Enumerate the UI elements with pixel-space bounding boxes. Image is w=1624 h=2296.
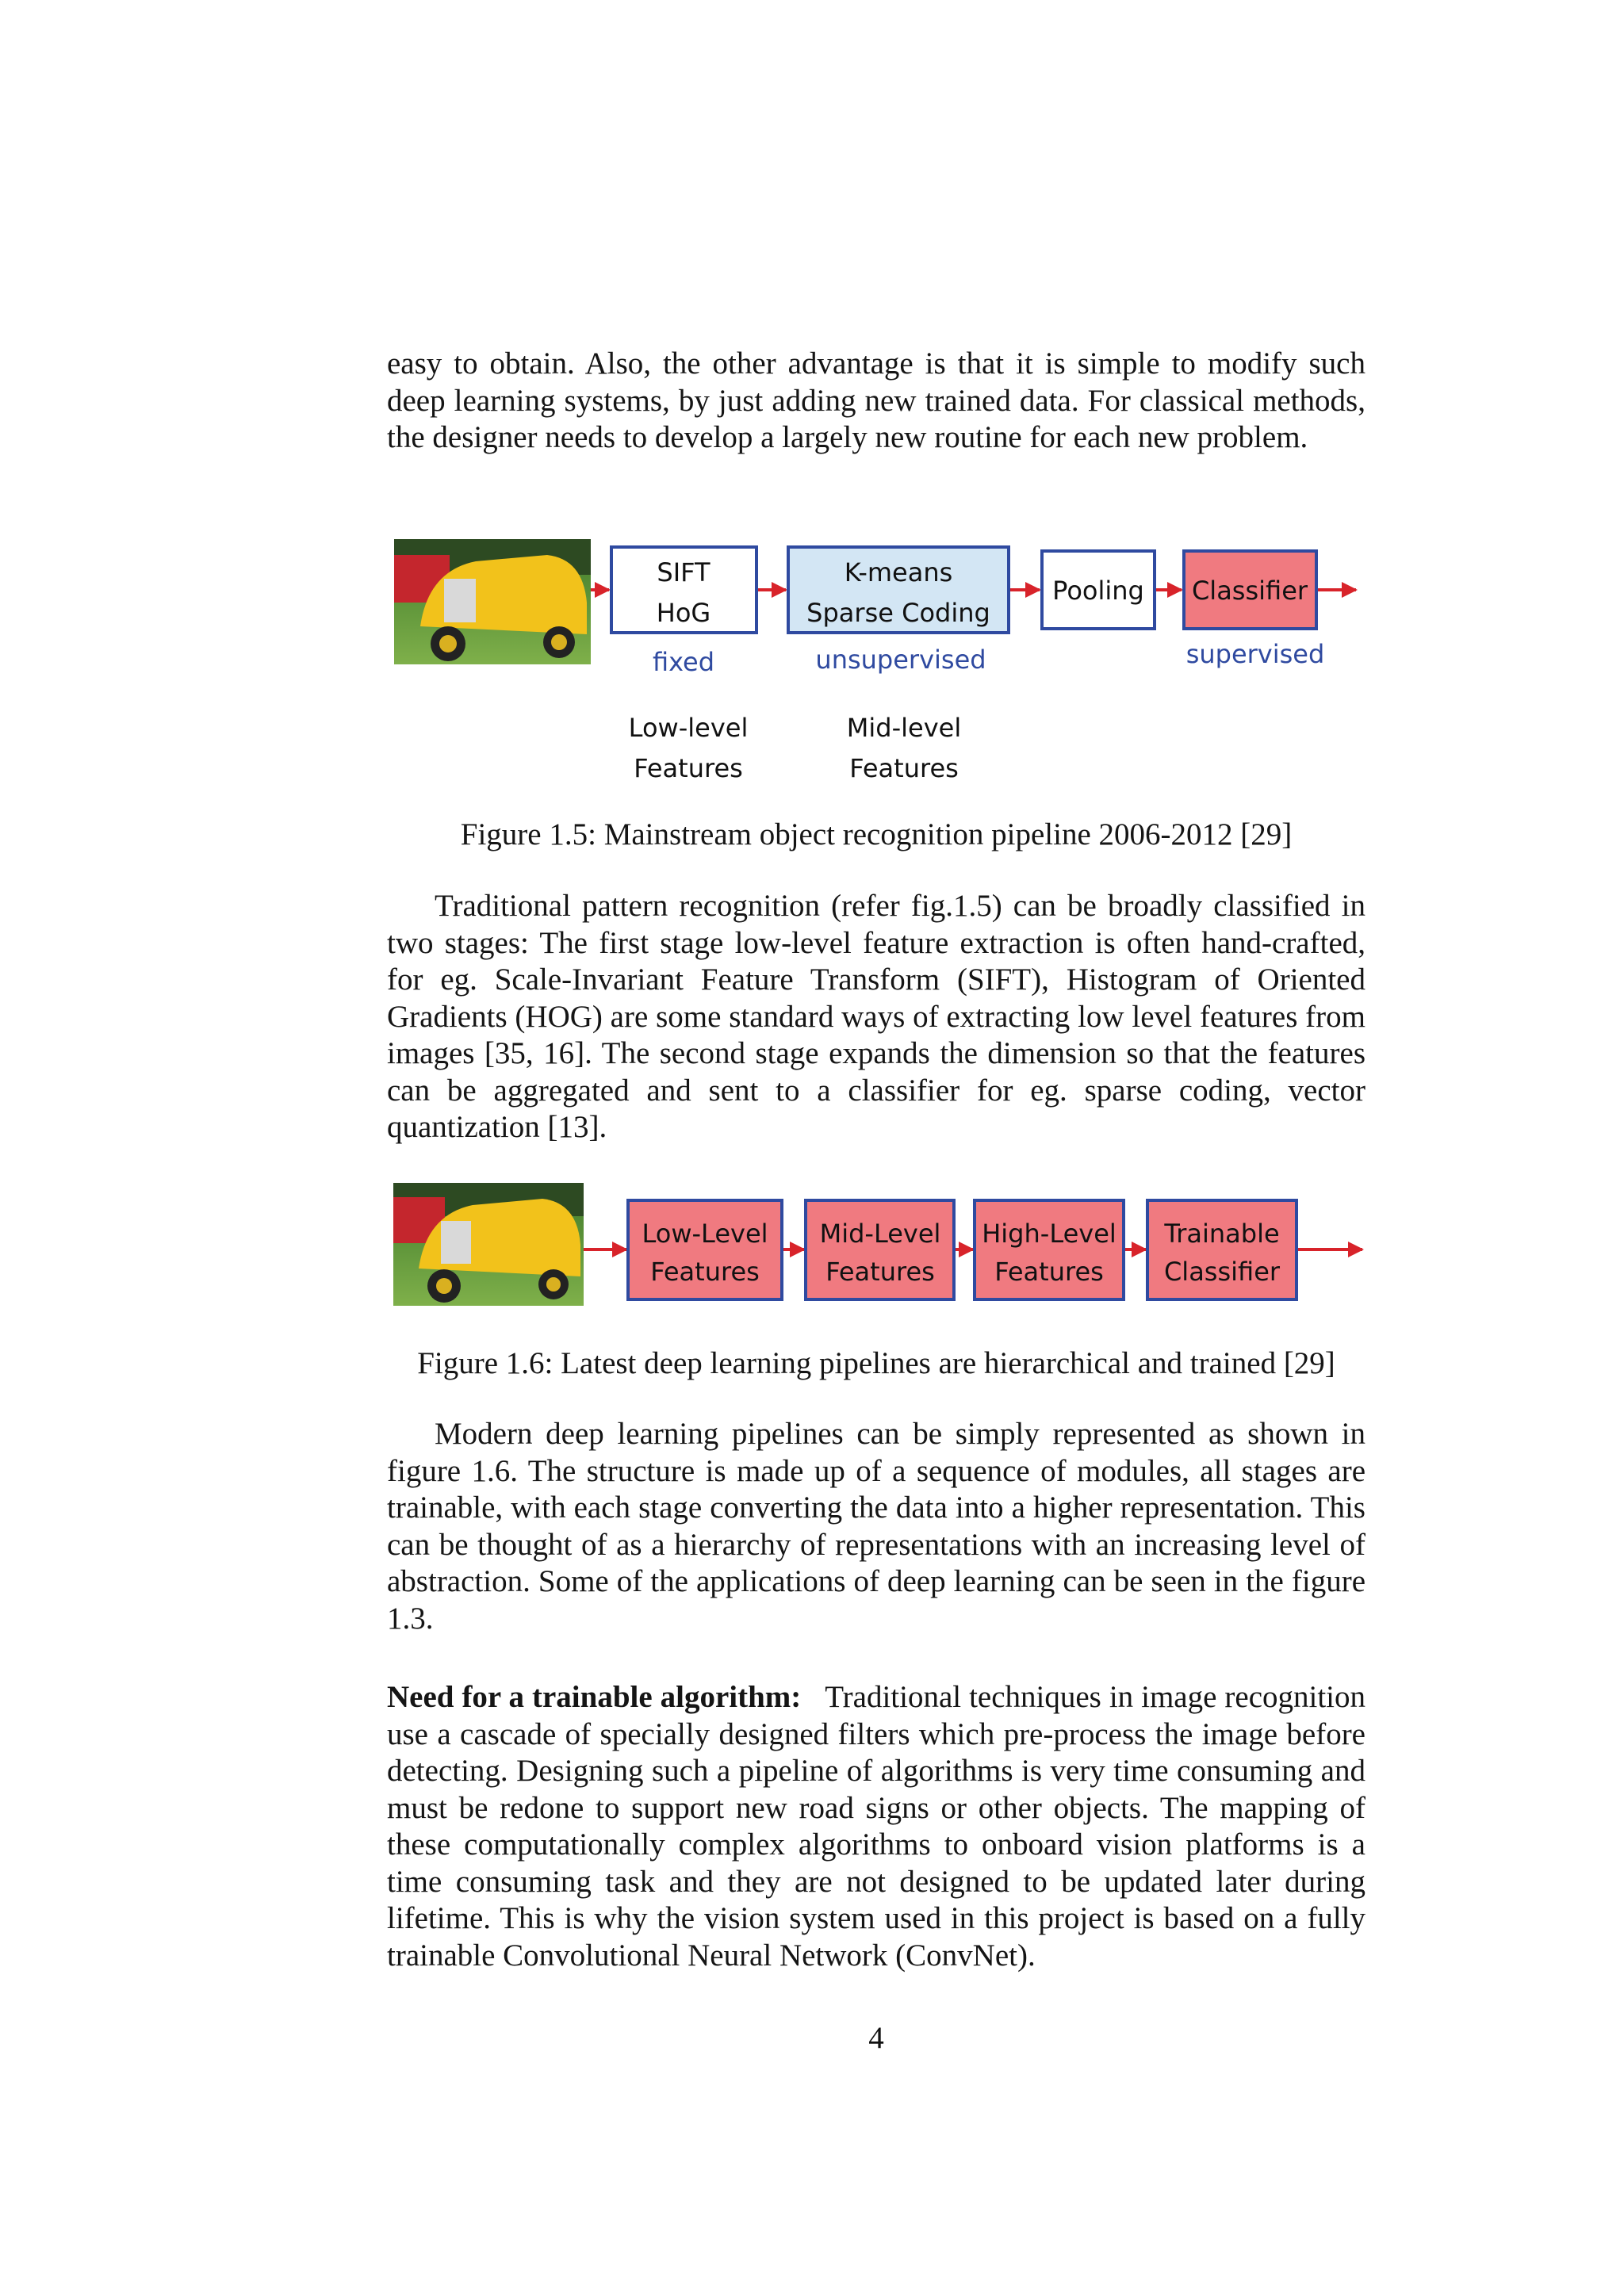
label-fig16-mid-level: Mid-Level [819,1219,941,1249]
label-fig16-mid-features: Features [825,1257,935,1287]
label-low-level-features: Features [634,753,743,783]
paragraph-intro: easy to obtain. Also, the other advantage is that it is simple to modify such deep learning systems, by just adding new trained data. For classical methods, the designer needs to develop a largely new routine for each new problem. [387,346,1365,454]
label-fig16-high-level: High-Level [982,1219,1116,1249]
label-fixed: fixed [652,647,715,677]
label-low-level: Low-level [628,713,749,743]
label-pooling: Pooling [1052,576,1144,606]
paragraph-trainable [387,1679,1365,1974]
label-fig16-low-features: Features [650,1257,760,1287]
label-mid-level-features: Features [849,753,959,783]
paragraph-modern: Modern deep learning pipelines can be simply represented as shown in figure 1.6. The structure is made up of a sequence of modules, all stages are trainable, with each stage converting the data into a higher representation. This can be thought of as a hierarchy of representations with an increasing level of abstraction. Some of the applications of deep learning can be seen in the figure 1.3. [387,1417,1365,1636]
car-photo-fig16 [393,1183,584,1306]
label-fig16-trainable: Trainable [1164,1219,1280,1249]
paragraph-trainable-body: Traditional techniques in image recognition use a cascade of specially designed filters which pre-process the image before detecting. Designing such a pipeline of algorithms is very time consuming and must be redone to support new road signs or other objects. The mapping of these computationally complex algorithms to onboard vision platforms is a time consuming task and they are not designed to be updated later during lifetime. This is why the vision system used in this project is based on a fully trainable Convolutional Neural Network (ConvNet). [387,1680,1366,1973]
label-fig16-low-level: Low-Level [642,1219,768,1249]
label-sift: SIFT [657,557,710,587]
label-supervised: supervised [1185,639,1325,669]
paragraph-heading: Need for a trainable algorithm: [387,1680,802,1714]
figure-1-5-caption: Figure 1.5: Mainstream object recognition pipeline 2006-2012 [29] [460,817,1293,851]
label-fig16-high-features: Features [994,1257,1104,1287]
label-kmeans: K-means [844,557,953,587]
label-fig16-classifier: Classifier [1163,1257,1281,1287]
figure-1-6-caption: Figure 1.6: Latest deep learning pipelines are hierarchical and trained [29] [417,1346,1335,1380]
page-number: 4 [868,2021,884,2055]
label-mid-level: Mid-level [846,713,962,743]
label-hog: HoG [656,598,711,628]
label-classifier: Classifier [1191,576,1308,606]
label-unsupervised: unsupervised [815,645,986,675]
paragraph-traditional: Traditional pattern recognition (refer fig.1.5) can be broadly classified in two stages: The first stage low-level feature extraction is often hand-crafted, for eg. Scale-Invariant Feature Transform (SIFT), Histogram of Oriented Gradients (HOG) are some standard ways of extracting low level features from images [35, 16]. The second stage expands the dimension so that the features can be aggregated and sent to a classifier for eg. sparse coding, vector quantization [13]. [387,889,1365,1144]
label-sparse-coding: Sparse Coding [806,598,990,628]
